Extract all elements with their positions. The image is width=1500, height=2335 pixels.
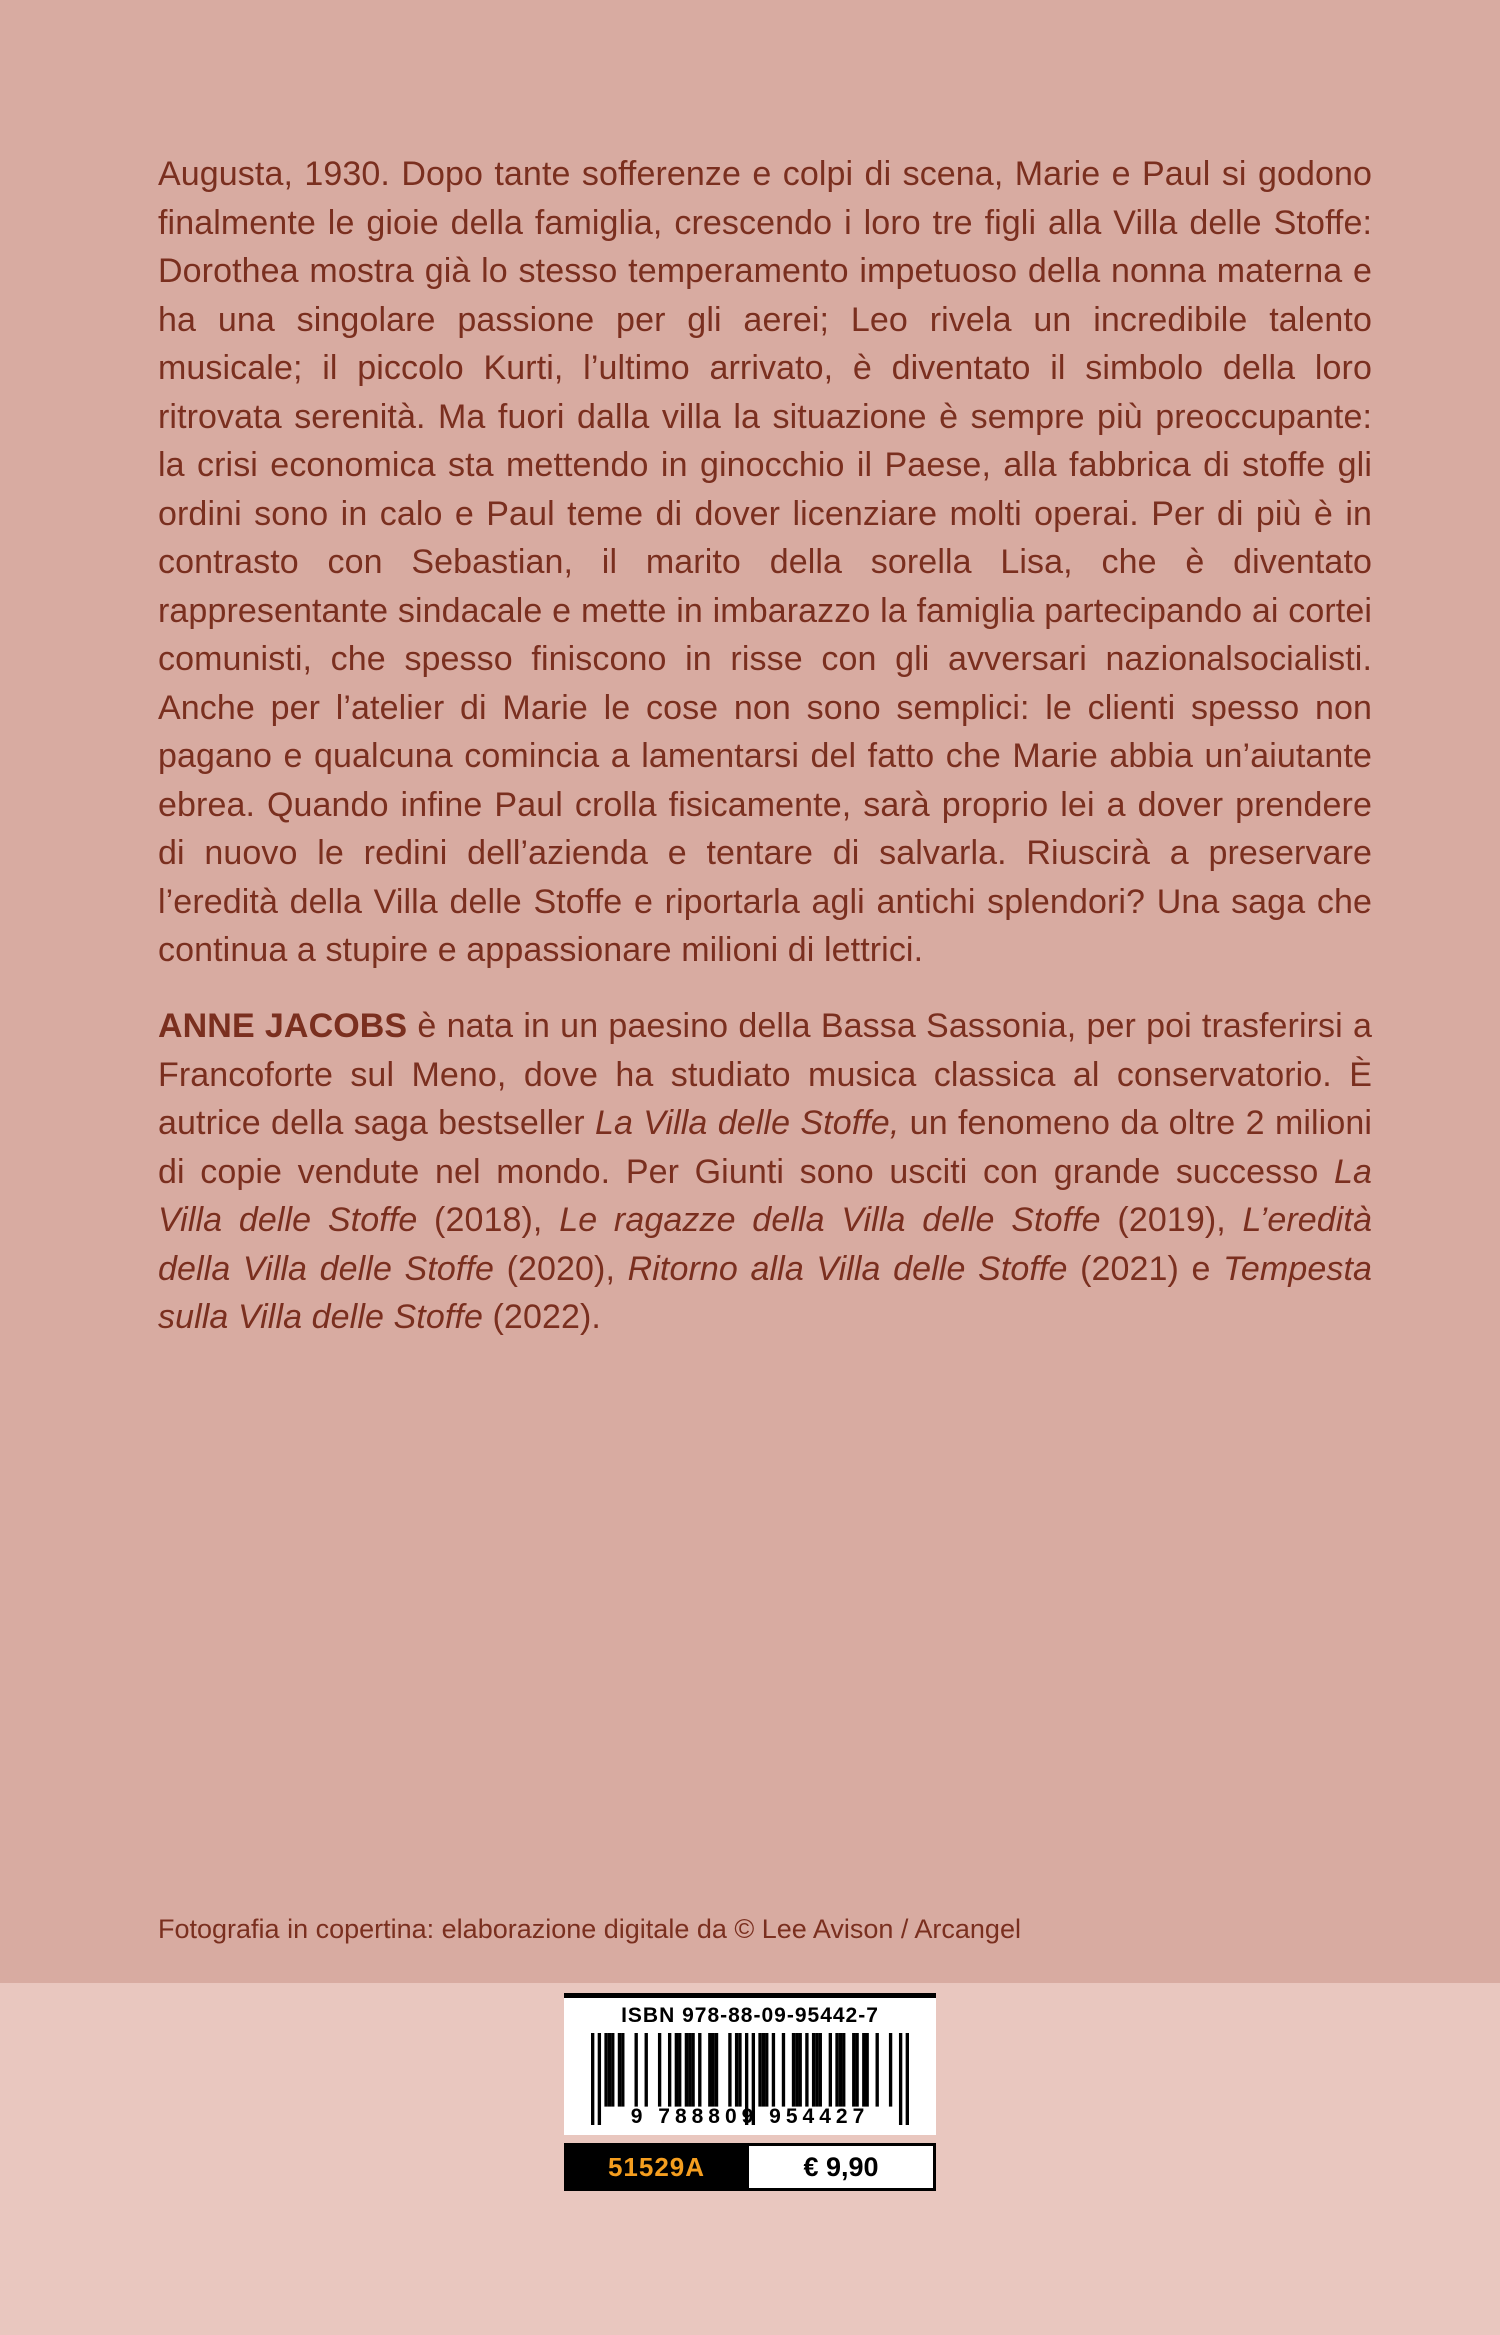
barcode-block bbox=[564, 1993, 936, 2191]
book-title-1: La Villa delle Stoffe bbox=[158, 1152, 1372, 1239]
book-title-3: L’eredità della Villa delle Stoffe bbox=[158, 1201, 1372, 1288]
bio-text: (2022). bbox=[482, 1298, 601, 1336]
isbn-box bbox=[564, 1993, 936, 2135]
bio-text: (2021) e bbox=[1067, 1249, 1224, 1288]
bio-text: (2019), bbox=[1100, 1201, 1243, 1239]
synopsis-paragraph: Augusta, 1930. Dopo tante sofferenze e colpi di scena, Marie e Paul si godono finalmente le gioie della famiglia, crescendo i loro tre figli alla Villa delle Stoffe: Dorothea mostra già lo stesso temperamento impetuoso della nonna materna e ha una singolare passione per gli aerei; Leo rivela un incredibile talento musicale; il piccolo Kurti, l’ultimo arrivato, è diventato il simbolo della loro ritrovata serenità. Ma fuori dalla villa la situazione è sempre più preoccupante: la crisi economica sta mettendo in ginocchio il Paese, alla fabbrica di stoffe gli ordini sono in calo e Paul teme di dover licenziare molti operai. Per di più è in contrasto con Sebastian, il marito della sorella Lisa, che è diventato rappresentante sindacale e mette in imbarazzo la famiglia partecipando ai cortei comunisti, che spesso finiscono in risse con gli avversari nazionalsocialisti. Anche per l’atelier di Marie le cose non sono semplici: le clienti spesso non pagano e qualcuna comincia a lamentarsi del fatto che Marie abbia un’aiutante ebrea. Quando infine Paul crolla fisicamente, sarà proprio lei a dover prendere di nuovo le redini dell’azienda e tentare di salvarla. Riuscirà a preservare l’eredità della Villa delle Stoffe e riportarla agli antichi splendori? Una saga che continua a stupire e appassionare milioni di lettrici. bbox=[158, 155, 1372, 969]
book-title-saga: La Villa delle Stoffe, bbox=[594, 1104, 900, 1142]
isbn-label: ISBN 978-88-09-95442-7 bbox=[621, 2004, 879, 2027]
author-name: ANNE JACOBS bbox=[158, 1007, 408, 1045]
bio-text: (2020), bbox=[494, 1249, 628, 1288]
price-label: € 9,90 bbox=[749, 2146, 933, 2188]
book-title-5: Tempesta sulla Villa delle Stoffe bbox=[158, 1249, 1372, 1336]
photo-credit: Fotografia in copertina: elaborazione digitale da © Lee Avison / Arcangel bbox=[158, 1914, 1021, 1944]
footer-strip bbox=[0, 1983, 1500, 2335]
author-bio-paragraph bbox=[158, 1002, 1372, 1342]
book-title-4: Ritorno alla Villa delle Stoffe bbox=[627, 1249, 1068, 1288]
barcode-digits: 9 788809 954427 bbox=[630, 2105, 870, 2128]
book-title-2: Le ragazze della Villa delle Stoffe bbox=[559, 1201, 1101, 1239]
bio-text: (2018), bbox=[417, 1201, 560, 1239]
price-row bbox=[564, 2143, 936, 2191]
edition-code: 51529A bbox=[564, 2143, 749, 2191]
bio-text: un fenomeno da oltre 2 milioni di copie vendute nel mondo. Per Giunti sono usciti con grande successo bbox=[158, 1104, 1372, 1191]
bio-text: è nata in un paesino della Bassa Sassonia, per poi trasferirsi a Francoforte sul Meno, dove ha studiato musica classica al conservatorio. È autrice della saga bestseller bbox=[158, 1007, 1372, 1142]
